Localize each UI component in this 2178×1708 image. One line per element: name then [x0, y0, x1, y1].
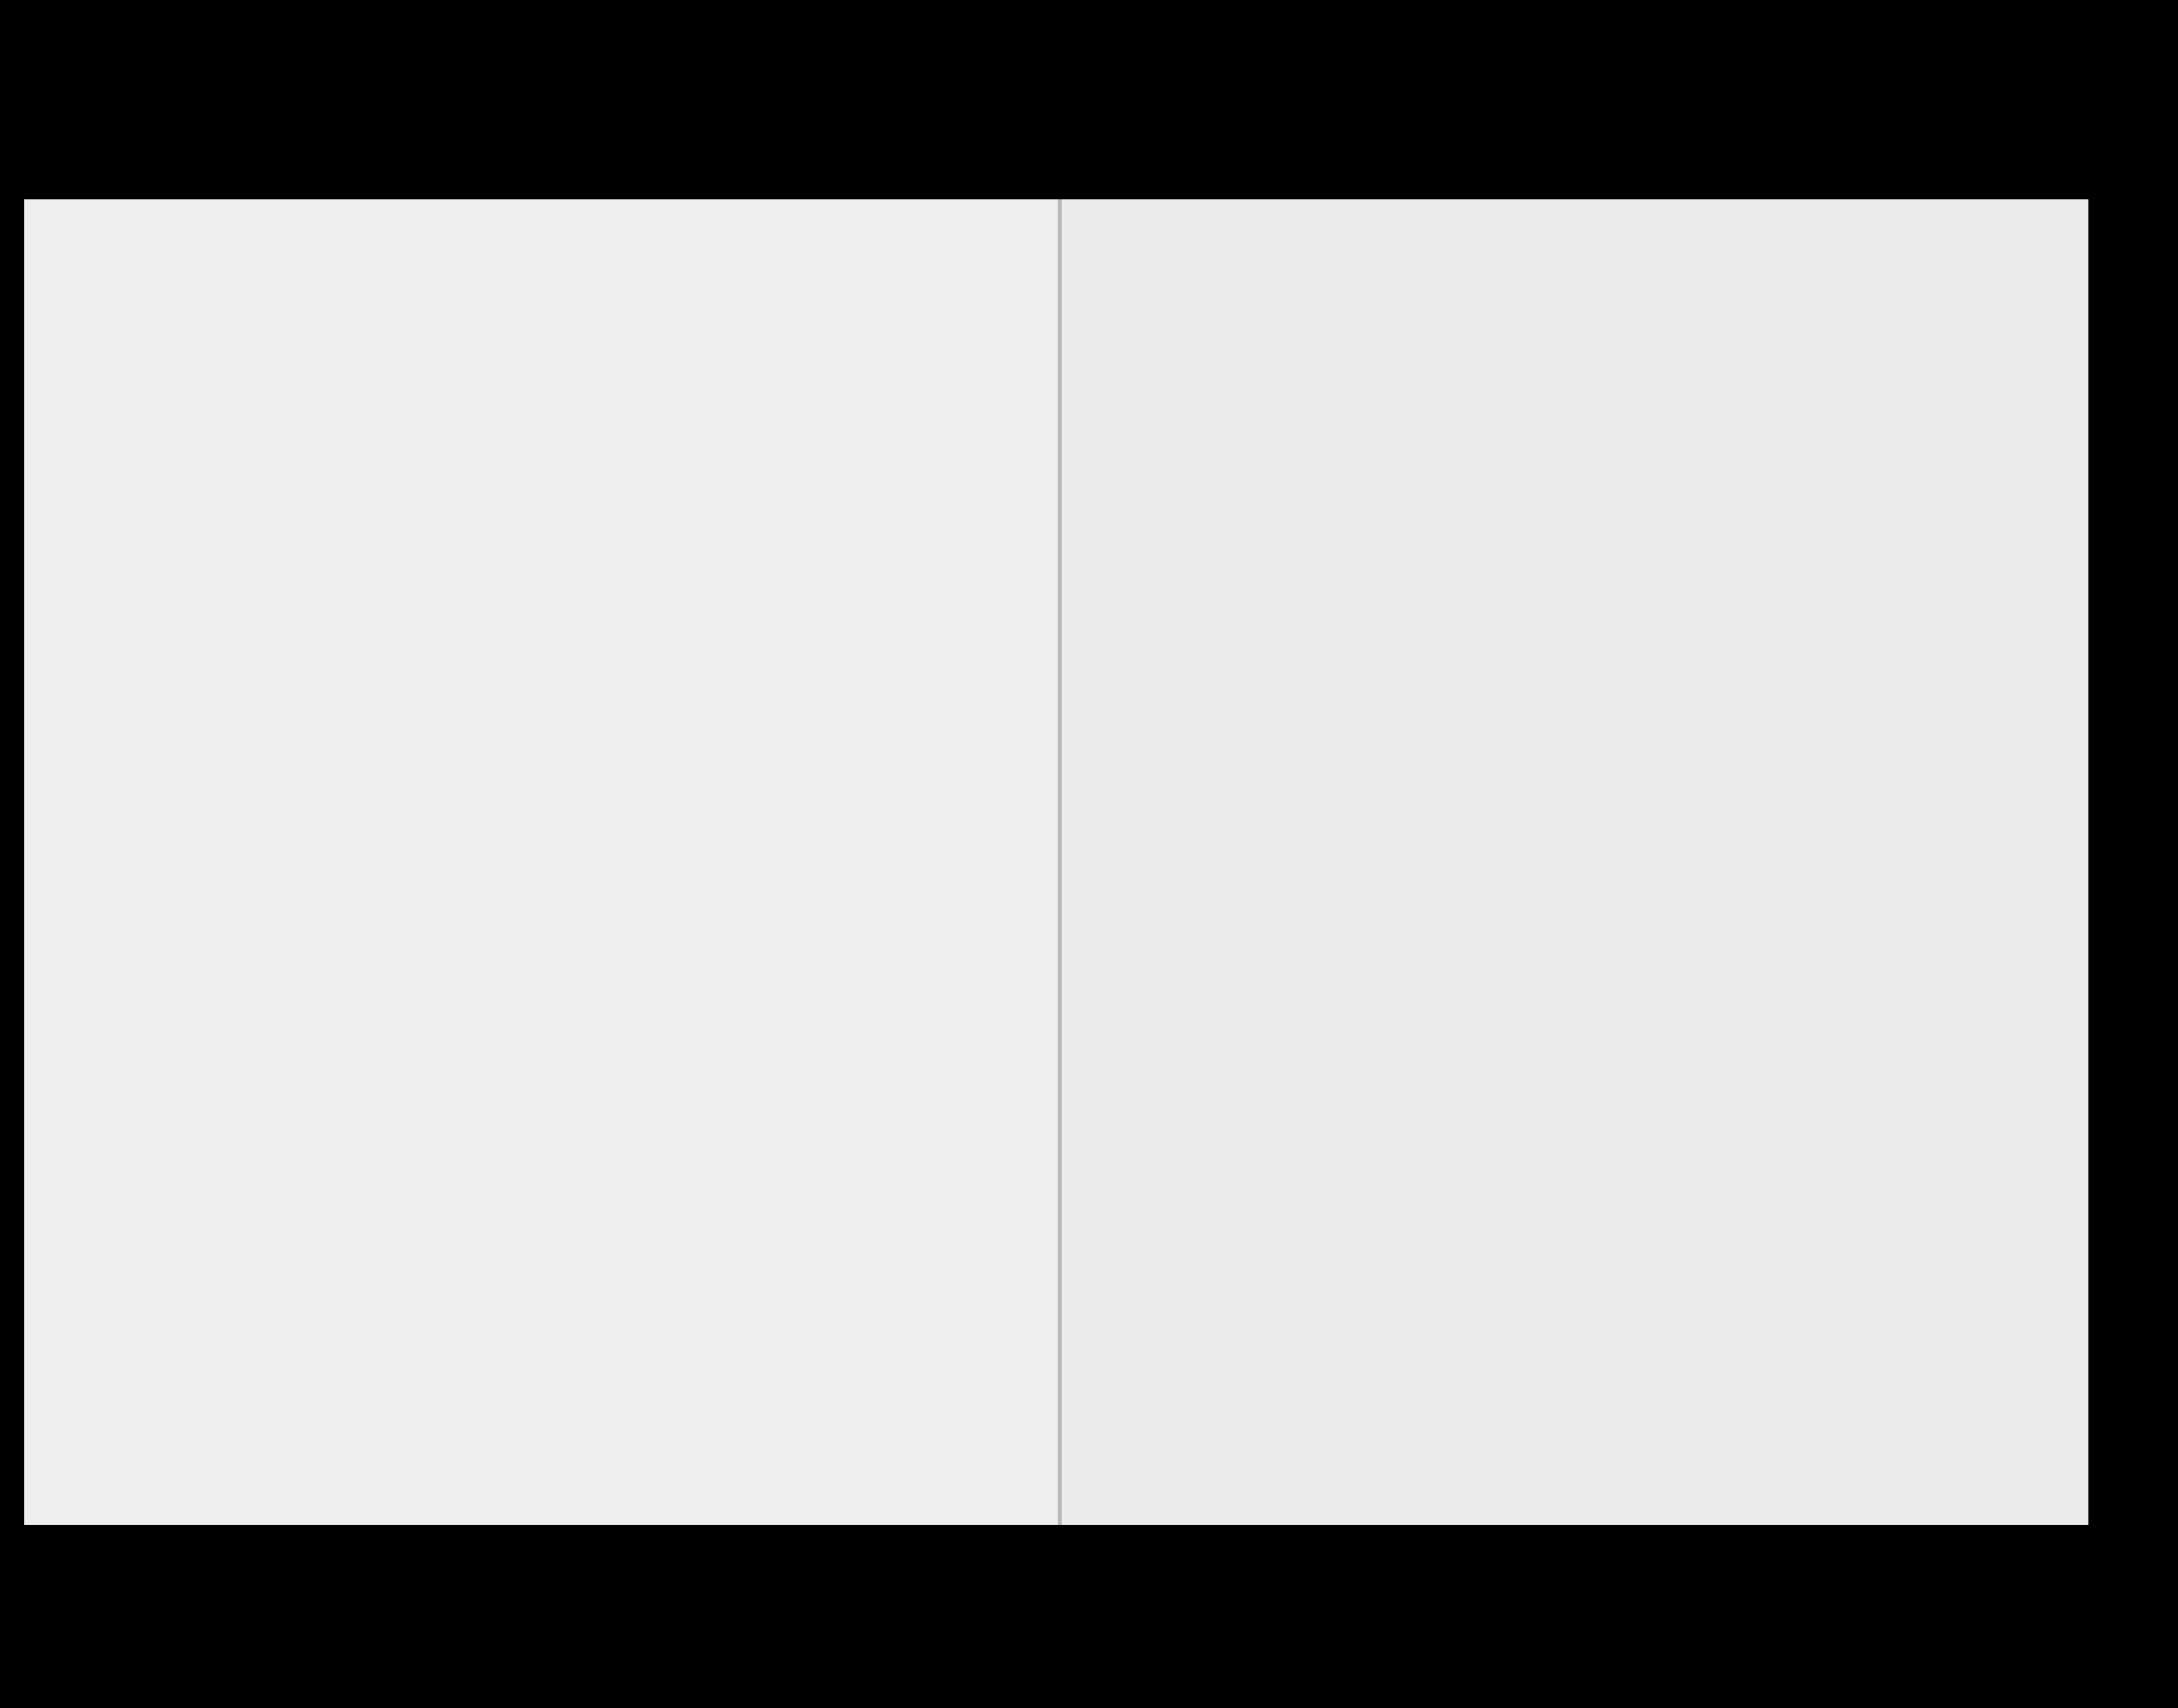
right-page — [1062, 199, 2088, 1525]
document-sheet — [24, 199, 2088, 1525]
left-page — [24, 199, 1058, 1525]
